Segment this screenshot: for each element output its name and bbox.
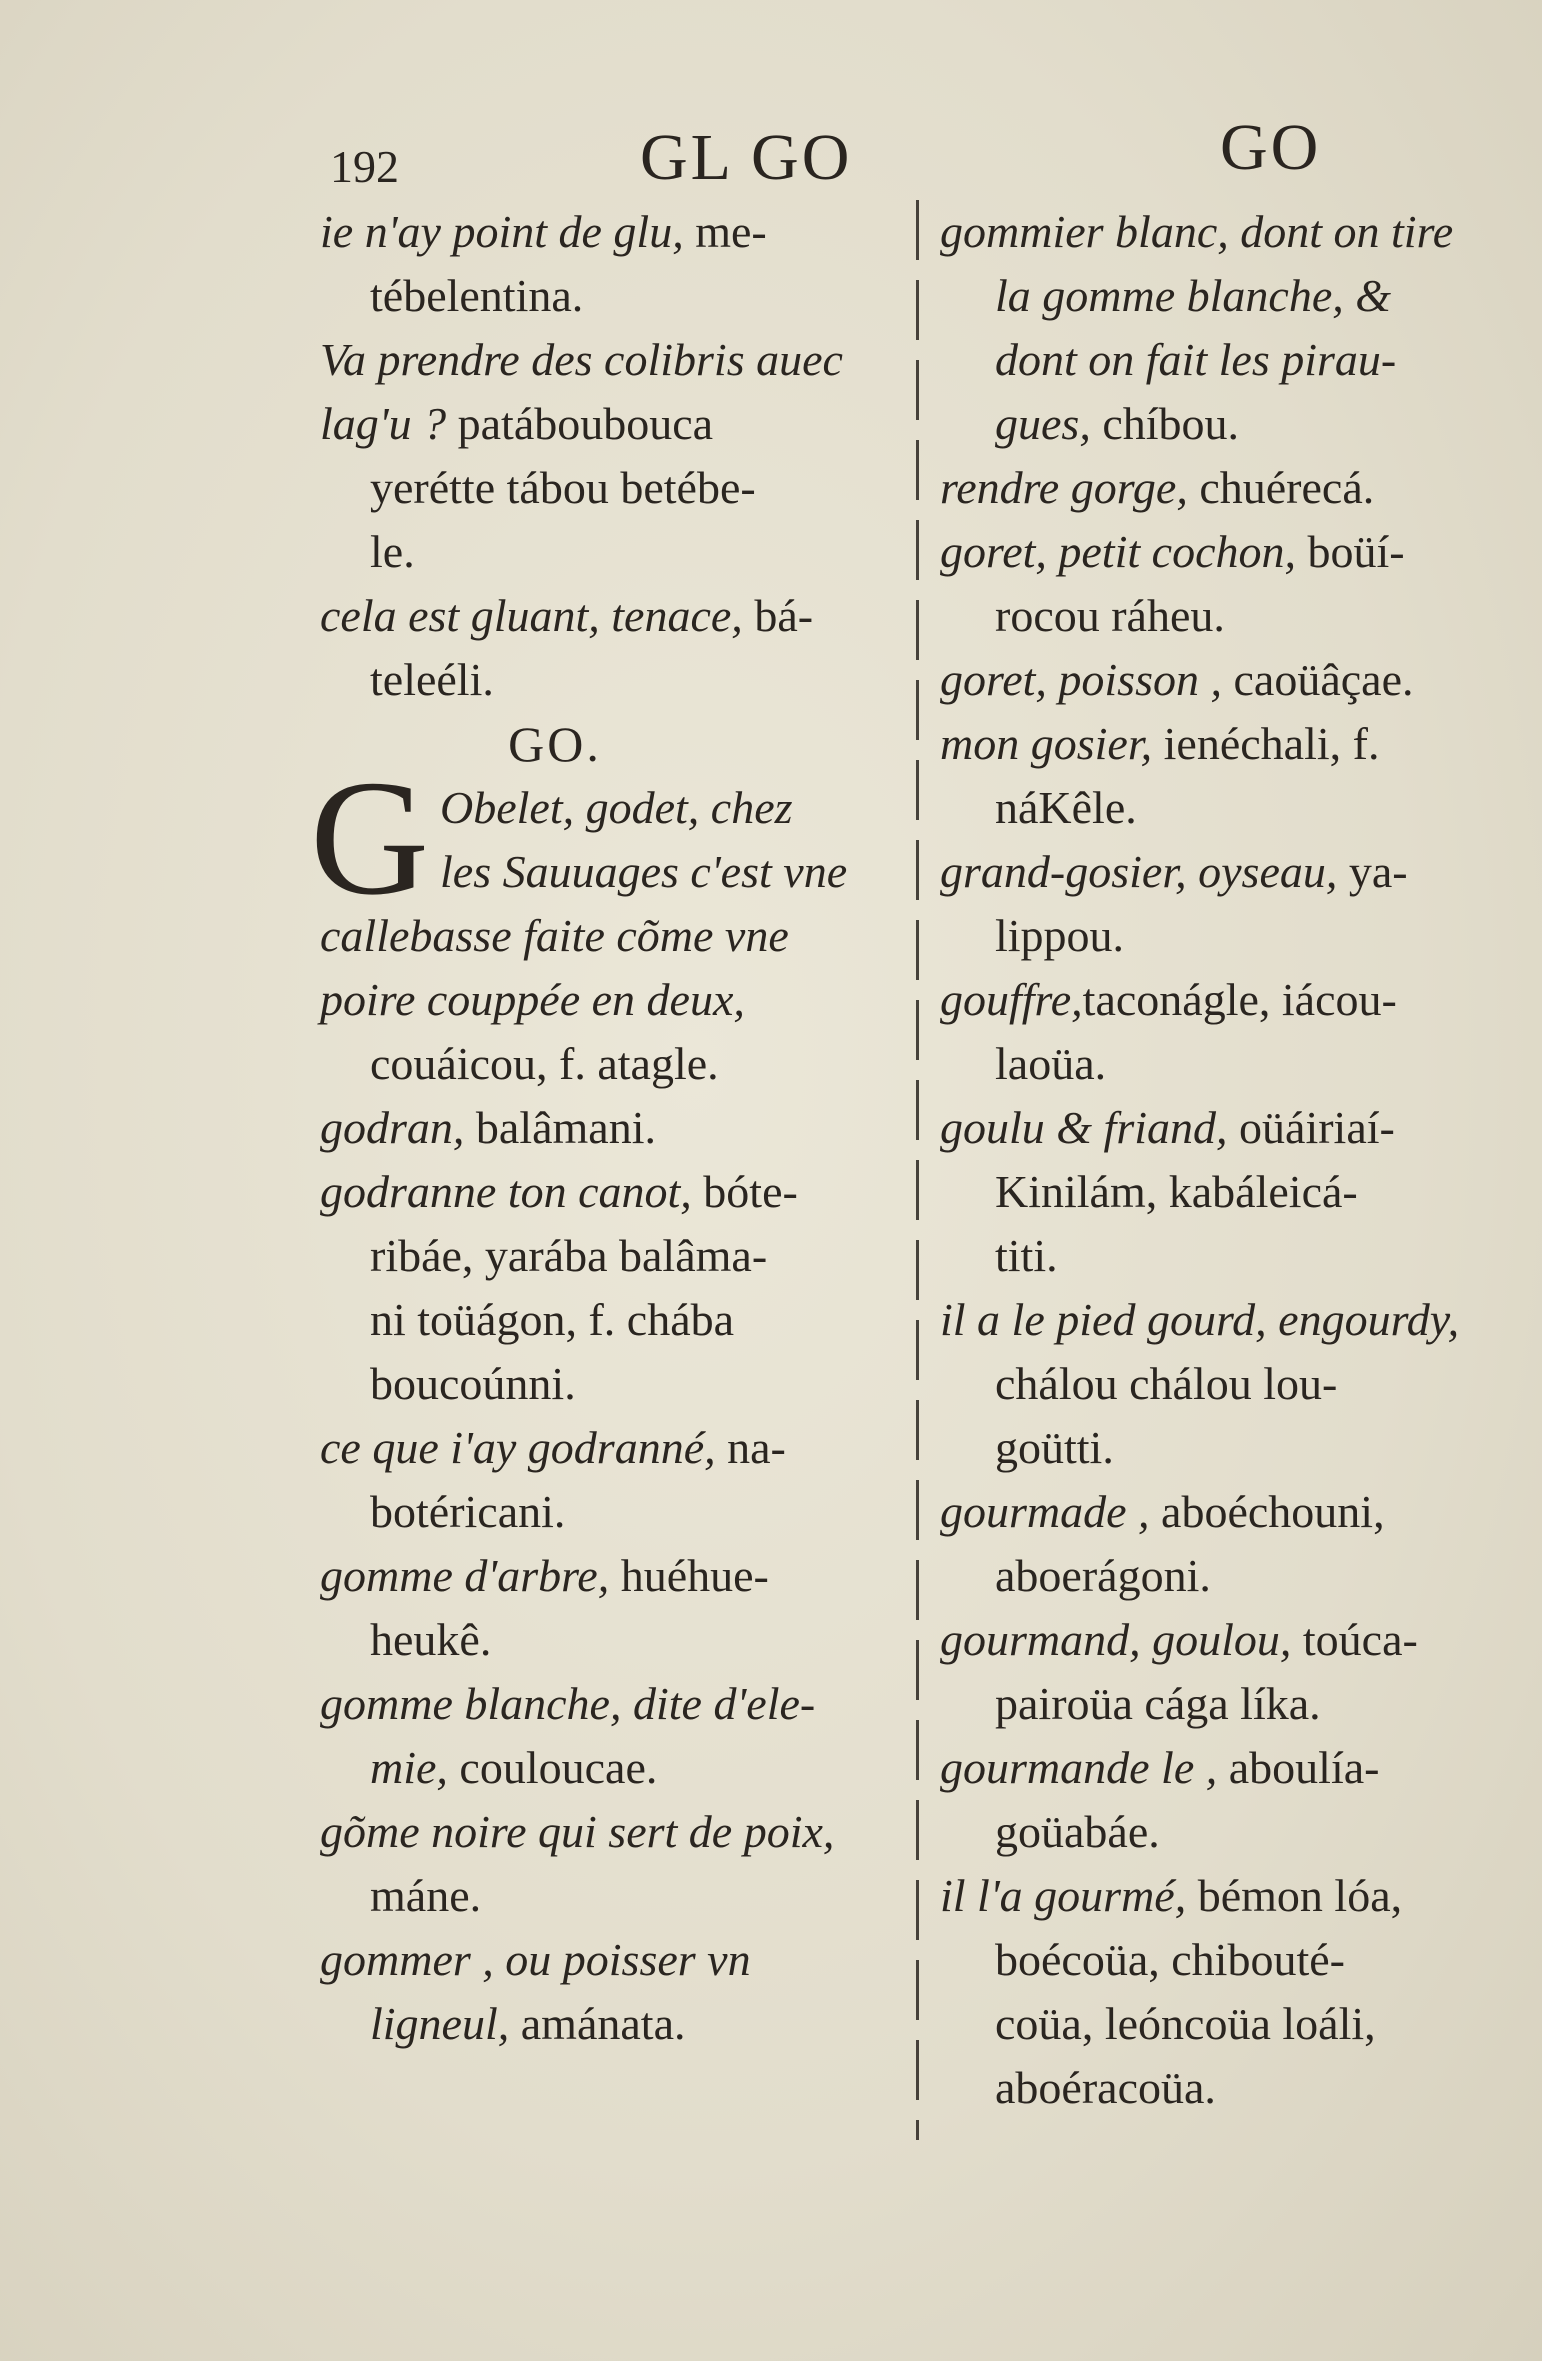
entry-term: gouffre, (940, 974, 1083, 1025)
right-column-line (940, 776, 1520, 840)
right-column-line (940, 904, 1520, 968)
entry-translation: lippou. (995, 910, 1125, 961)
entry-term: gommer , ou poisser vn (320, 1934, 751, 1985)
left-column-line (320, 1032, 910, 1096)
entry-term: il a le pied gourd, engourdy, (940, 1294, 1460, 1345)
entry-translation: titi. (995, 1230, 1058, 1281)
entry-term: gourmande le , (940, 1742, 1218, 1793)
entry-translation: máne. (370, 1870, 482, 1921)
entry-term: godran, (320, 1102, 465, 1153)
entry-term: mon gosier, (940, 718, 1153, 769)
entry-term: gomme blanche, dite d'ele- (320, 1678, 816, 1729)
entry-term: goret, poisson , (940, 654, 1222, 705)
left-column-line (320, 968, 910, 1032)
entry-translation: tébelentina. (370, 270, 584, 321)
left-column-line (320, 1416, 910, 1480)
entry-term: la gomme blanche, & (995, 270, 1392, 321)
right-column-line (940, 392, 1520, 456)
entry-term: ce que i'ay godranné, (320, 1422, 716, 1473)
entry-term: ie n'ay point de glu, (320, 206, 684, 257)
entry-term: gues, (995, 398, 1091, 449)
entry-term: gourmade , (940, 1486, 1150, 1537)
page-number: 192 (330, 141, 399, 192)
left-column-heading: GL GO (640, 121, 853, 194)
right-column-line (940, 840, 1520, 904)
entry-translation: patáboubouca (446, 398, 714, 449)
entry-term: ligneul, (370, 1998, 510, 2049)
right-column-line (940, 520, 1520, 584)
entry-translation: GO. (508, 716, 602, 772)
right-column (940, 200, 1520, 2120)
entry-translation: huéhue- (609, 1550, 769, 1601)
left-column-line (320, 456, 910, 520)
right-column-line (940, 1288, 1520, 1352)
left-column-line (320, 840, 910, 904)
left-column-line (320, 392, 910, 456)
right-column-line (940, 1736, 1520, 1800)
entry-term: dont on fait les pirau- (995, 334, 1397, 385)
left-column-line (320, 1672, 910, 1736)
entry-term: gommier blanc, dont on tire (940, 206, 1454, 257)
right-column-line (940, 968, 1520, 1032)
entry-translation: rocou ráheu. (995, 590, 1225, 641)
right-column-line (940, 1480, 1520, 1544)
running-header (0, 110, 1542, 200)
right-column-line (940, 1800, 1520, 1864)
right-column-heading: GO (1220, 111, 1322, 184)
entry-translation: ni toüágon, f. chába (370, 1294, 735, 1345)
entry-translation: bá- (742, 590, 814, 641)
entry-term: goulu & friand, (940, 1102, 1228, 1153)
entry-translation: chuérecá. (1187, 462, 1375, 513)
right-column-line (940, 1352, 1520, 1416)
entry-term: cela est gluant, tenace, (320, 590, 743, 641)
entry-translation: couloucae. (447, 1742, 658, 1793)
entry-term: godranne ton canot, (320, 1166, 692, 1217)
entry-translation: pairoüa cága líka. (995, 1678, 1321, 1729)
left-column-line (320, 1864, 910, 1928)
entry-term: gourmand, goulou, (940, 1614, 1292, 1665)
left-column-line (320, 328, 910, 392)
entry-translation: laoüa. (995, 1038, 1107, 1089)
entry-translation: bóte- (691, 1166, 798, 1217)
left-column-line (320, 1224, 910, 1288)
entry-translation: bémon lóa, (1186, 1870, 1403, 1921)
left-column-line (320, 1608, 910, 1672)
entry-translation: teleéli. (370, 654, 494, 705)
entry-translation: ienéchali, f. (1152, 718, 1380, 769)
left-column-line (320, 1928, 910, 1992)
entry-term: poire couppée en deux, (320, 974, 745, 1025)
entry-translation: boüí- (1295, 526, 1405, 577)
right-column-line (940, 200, 1520, 264)
right-column-line (940, 1032, 1520, 1096)
entry-term: gomme d'arbre, (320, 1550, 610, 1601)
left-column-line (320, 1480, 910, 1544)
left-column-line (320, 1160, 910, 1224)
entry-term: mie, (370, 1742, 448, 1793)
entry-translation: ribáe, yarába balâma- (370, 1230, 768, 1281)
left-column-line (320, 648, 910, 712)
right-column-line (940, 1928, 1520, 1992)
right-column-line (940, 1160, 1520, 1224)
entry-translation: botéricani. (370, 1486, 566, 1537)
entry-term: goret, petit cochon, (940, 526, 1296, 577)
right-column-line (940, 1608, 1520, 1672)
entry-translation: goüabáe. (995, 1806, 1160, 1857)
left-column-line (320, 1800, 910, 1864)
entry-translation: Kinilám, kabáleicá- (995, 1166, 1358, 1217)
entry-term: Va prendre des colibris auec (320, 334, 843, 385)
right-column-line (940, 328, 1520, 392)
left-column-line (320, 1352, 910, 1416)
entry-translation: aboéracoüa. (995, 2062, 1216, 2113)
entry-translation: na- (715, 1422, 786, 1473)
entry-translation: ya- (1337, 846, 1408, 897)
entry-translation: couáicou, f. atagle. (370, 1038, 719, 1089)
left-column-line (320, 200, 910, 264)
left-column-line (320, 1544, 910, 1608)
entry-translation: caoüâçae. (1221, 654, 1414, 705)
left-column-line (320, 264, 910, 328)
right-column-line (940, 1992, 1520, 2056)
right-column-line (940, 648, 1520, 712)
entry-translation: me- (683, 206, 767, 257)
entry-term: Obelet, godet, chez (440, 782, 793, 833)
entry-term: grand-gosier, oyseau, (940, 846, 1338, 897)
entry-term: les Sauuages c'est vne (440, 846, 848, 897)
left-column (310, 200, 910, 2056)
entry-translation: amánata. (509, 1998, 686, 2049)
left-column-line (320, 584, 910, 648)
right-column-line (940, 1096, 1520, 1160)
right-column-line (940, 264, 1520, 328)
entry-translation: taconágle, iácou- (1082, 974, 1397, 1025)
entry-translation: boucoúnni. (370, 1358, 576, 1409)
entry-translation: chálou chálou lou- (995, 1358, 1338, 1409)
entry-translation: heukê. (370, 1614, 492, 1665)
entry-translation: le. (370, 526, 415, 577)
entry-translation: balâmani. (464, 1102, 656, 1153)
left-column-line (320, 1992, 910, 2056)
entry-translation: aboerágoni. (995, 1550, 1211, 1601)
right-column-line (940, 1416, 1520, 1480)
right-column-line (940, 1672, 1520, 1736)
right-column-line (940, 2056, 1520, 2120)
left-column-line (320, 520, 910, 584)
column-divider (916, 200, 919, 2140)
entry-translation: chíbou. (1090, 398, 1240, 449)
drop-cap: G (310, 746, 430, 929)
entry-translation: boécoüa, chibouté- (995, 1934, 1345, 1985)
entry-term: rendre gorge, (940, 462, 1188, 513)
left-column-line (320, 1096, 910, 1160)
entry-term: lag'u ? (320, 398, 447, 449)
left-column-line (320, 1288, 910, 1352)
entry-term: callebasse faite cõme vne (320, 910, 789, 961)
entry-translation: goütti. (995, 1422, 1114, 1473)
right-column-line (940, 1864, 1520, 1928)
right-column-line (940, 584, 1520, 648)
right-column-line (940, 712, 1520, 776)
entry-translation: aboéchouni, (1149, 1486, 1385, 1537)
right-column-line (940, 456, 1520, 520)
entry-translation: aboulía- (1217, 1742, 1380, 1793)
entry-translation: coüa, leóncoüa loáli, (995, 1998, 1376, 2049)
right-column-line (940, 1224, 1520, 1288)
entry-term: il l'a gourmé, (940, 1870, 1187, 1921)
right-column-line (940, 1544, 1520, 1608)
entry-translation: náKêle. (995, 782, 1137, 833)
entry-translation: toúca- (1291, 1614, 1418, 1665)
entry-term: gõme noire qui sert de poix, (320, 1806, 835, 1857)
left-column-line (320, 1736, 910, 1800)
entry-translation: oüáiriaí- (1227, 1102, 1395, 1153)
entry-translation: yerétte tábou betébe- (370, 462, 756, 513)
